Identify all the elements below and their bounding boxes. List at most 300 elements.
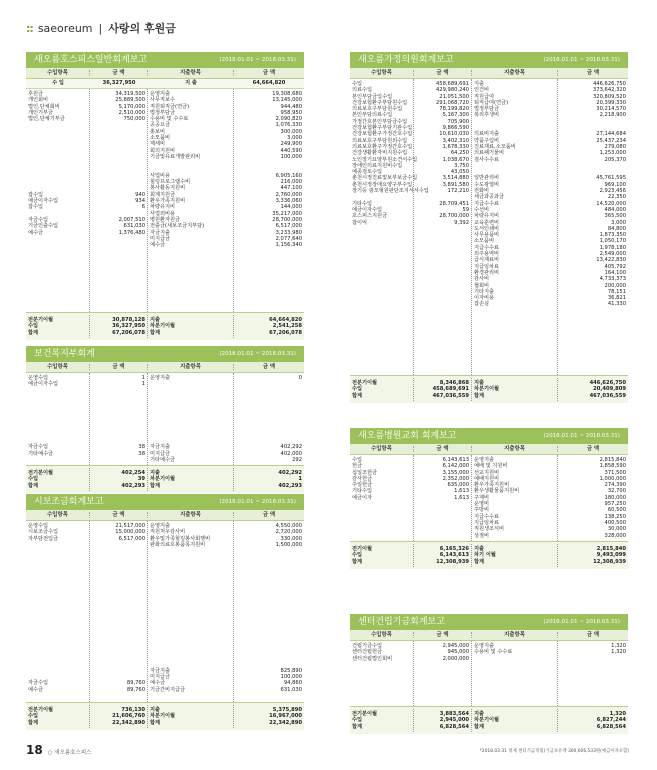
table-cell: 36,327,950 [112,323,145,330]
header-subject: 사랑의 후원금 [108,22,176,35]
hospice-total-in-labels [26,315,90,338]
table-cell: 458,689,691 [435,81,469,87]
table-cell: 자부담전입금 [28,535,59,542]
table-cell: 법정부담금 [474,106,500,113]
table-cell: 본인부담의료수입 [352,112,393,119]
table-cell: 20,409,809 [593,386,626,393]
table-cell: 기금간비지급금 [150,686,186,693]
table-cell: 458,689,691 [432,386,469,393]
table-cell: 2,549,000 [599,251,626,258]
table-cell: 402,000 [280,450,302,457]
table-cell: 402,292 [278,470,302,476]
table-cell: 274,390 [604,482,626,489]
table-cell: 22,342,890 [269,719,302,726]
table-cell: 복리후생비 [474,112,500,119]
hospice-total-ex-labels [148,315,234,338]
table-cell: 5,170,000 [118,103,145,110]
table-cell: 수입 [352,552,363,559]
table-cell: 지출 [150,470,161,476]
table-cell: 45,761,595 [596,175,626,182]
table-cell: 기타수입 [352,200,373,207]
table-cell: 6,828,564 [596,723,626,730]
table-cell: 노인장기요양부원소견서수입 [352,156,418,163]
table-cell: 퇴직급여(연금) [474,99,509,106]
center-expense-values [558,641,628,706]
table-cell: 자금수입 [28,444,49,451]
table-cell: 합계 [352,392,363,399]
table-cell: 감사비 [474,276,490,283]
table-cell: 예수금 [150,680,166,687]
table-cell: 건강생활환자비지원수입 [352,150,408,157]
table-cell: 잡손실 [474,301,490,308]
table-cell: 장기등 광모형원판단조지서서수입 [352,188,429,195]
table-cell: 3,155,000 [442,469,469,476]
table-cell: 373,642,320 [592,87,626,94]
table-cell: 958,950 [280,109,302,116]
table-cell: 예금이자 [352,494,373,501]
table-cell: 27,144,684 [596,131,626,138]
table-cell: 수입 [352,386,363,393]
church-income-values [414,455,472,541]
table-cell: 3,000 [611,219,626,226]
welfare-expense-values [234,373,304,465]
table-cell: 잡수입 [28,191,44,198]
col-expense: 지출항목 [472,70,558,76]
table-cell: 합계 [150,329,161,336]
church-total-ex-values [558,544,628,567]
panel-center-column-header [350,630,628,641]
table-cell: 예금이자수입 [28,381,59,388]
table-cell: 750,000 [123,116,145,123]
panel-center-body [350,641,628,706]
table-cell: 잡이익 [352,219,368,226]
home-expense-labels [472,79,558,375]
table-cell: 64,664,820 [269,317,302,323]
table-cell: 447,100 [280,185,302,192]
hospice-income-labels [26,89,90,312]
col-income: 수입항목 [350,632,414,638]
table-cell: 400,500 [604,519,626,526]
table-cell: 주일헌금 [352,482,373,489]
table-cell: 2,923,456 [599,188,626,195]
table-cell: 467,036,559 [589,392,626,399]
panel-subsidy-title-band [26,494,304,510]
panel-subsidy-title: 시보조금회계보고 [34,496,104,507]
table-cell: 15,000,000 [115,529,145,536]
table-cell: 환우및가족힐링봉사회행비 [150,535,211,542]
welfare-total-ex-labels [148,468,234,491]
table-cell: 수입 [28,323,39,330]
subsidy-total-in-values [90,705,148,728]
table-cell: 1,978,180 [599,244,626,251]
table-cell: 631,030 [123,223,145,230]
hospice-total-in-values [90,315,148,338]
table-cell: 구제비 [474,494,490,501]
table-cell: 14,520,000 [596,200,626,207]
table-cell: 12,308,939 [593,558,626,565]
table-cell: 헌금 [352,463,363,470]
table-cell: 차분기이월 [474,386,500,393]
panel-church-column-header [350,444,628,455]
table-cell: 6,827,244 [596,717,626,724]
table-cell: 선교지원비 [474,469,500,476]
table-cell: 371,500 [604,469,626,476]
panel-welfare-title-band [26,346,304,362]
table-cell: 지급수수료 [474,244,500,251]
table-cell: 차분기이월 [474,717,500,724]
table-cell: 205,370 [604,156,626,163]
table-cell: 16,967,000 [269,713,302,720]
table-cell: 지출 [150,317,161,323]
table-cell: 1,076,330 [275,122,302,129]
panel-home-column-header [350,68,628,79]
table-cell: 수입 [352,717,363,724]
table-cell: 춘천시정진료및보부보금수입 [352,175,418,182]
table-cell: 후원금 [28,91,44,97]
table-cell: 1,320 [611,643,626,649]
subsidy-income-values [90,521,148,702]
table-cell: 3,402,310 [442,137,469,144]
table-cell: 2,815,840 [596,546,626,552]
table-cell: 2,218,900 [599,112,626,119]
table-cell: 25,889,500 [115,97,145,104]
table-cell: 164,100 [604,269,626,276]
table-cell: 2,510,000 [118,109,145,116]
table-cell: 환경관리비 [474,269,500,276]
table-cell: 2,760,000 [275,191,302,198]
table-cell: 예배 및 지원비 [474,463,508,470]
table-cell: 차량유지비 [474,213,500,220]
table-cell: 전분기이월 [352,380,378,386]
col-amount2: 금 액 [262,511,276,518]
table-cell: 1,678,330 [442,143,469,150]
table-cell: 기타수입 [352,488,373,495]
table-cell: 지급임차료 [474,519,500,526]
table-cell: 개인기부금 [28,109,54,116]
table-cell: 지출 [474,711,485,717]
table-cell: 635,000 [447,482,469,489]
table-cell: 292 [292,456,302,463]
table-cell: 운영지출 [474,457,495,463]
panel-center-title: 센터건립기금회계보고 [358,616,445,627]
table-cell: 검사수수료 [474,156,500,163]
welfare-expense-labels [148,373,234,465]
table-cell: 1,320 [609,711,626,717]
table-cell: 자금지출 [150,667,171,674]
panel-welfare [26,346,304,493]
center-income-labels [350,641,414,706]
table-cell: 20,399,330 [596,99,626,106]
table-cell: 미지급금 [150,674,171,681]
table-cell: 300,000 [280,128,302,135]
col-amount2: 금 액 [262,69,276,76]
table-cell: 환우생활물품지원비 [474,488,520,495]
table-cell: 운영지출 [474,643,495,649]
table-cell: 3,750 [454,162,469,169]
home-total-in-labels [350,378,414,401]
col-amount: 금 액 [414,446,472,452]
table-cell: 3,000 [287,135,302,142]
table-cell: 수입 [28,713,39,720]
table-cell: 운영지출 [150,523,171,529]
panel-hospice-subheader [26,79,304,89]
table-cell: 홍보비 [150,128,166,135]
panel-home-title: 새오름가정의원회계보고 [358,54,454,65]
table-cell: 100,000 [280,674,302,681]
table-cell: 지출 [474,380,485,386]
table-cell: 주방비 [474,507,490,514]
table-cell: 운영지출 [150,375,171,381]
table-cell: 180,000 [604,494,626,501]
table-cell: 94,860 [283,680,302,687]
home-total-ex-values [558,378,628,401]
table-cell: 차량유지비 [150,204,176,211]
table-cell: 402,293 [121,482,145,489]
col-income: 수입항목 [26,512,90,518]
panel-hospice-totals [26,312,304,340]
table-cell: 21,517,000 [115,523,145,529]
panel-home [350,52,628,403]
table-cell: 예금이자수입 [28,198,59,205]
table-cell: 2,077,640 [275,235,302,242]
home-total-ex-labels [472,378,558,401]
table-cell: 467,036,559 [432,392,469,399]
header-dots: :: [26,21,33,35]
table-cell: 합계 [150,719,161,726]
center-total-in-labels [350,709,414,732]
subsidy-total-in-labels [26,705,90,728]
table-cell: 차분기이월 [150,476,176,483]
panel-center-title-band [350,614,628,630]
table-cell: 춘천시정장애요양구부수입 [352,181,413,188]
table-cell: 402,254 [121,470,145,476]
table-cell: 기타예수금 [150,456,176,463]
table-cell: 지출 [474,546,485,552]
table-cell: 기금및유료개발관리비 [150,153,201,160]
subsidy-total-ex-labels [148,705,234,728]
table-cell: 합계 [28,719,39,726]
col-expense: 지출항목 [148,70,234,76]
table-cell: 법인,단체기부금 [28,116,65,123]
table-cell: 6,828,564 [439,723,469,730]
table-cell: 지급수수료 [474,513,500,520]
table-cell: 4,550,000 [275,523,302,529]
welfare-total-in-values [90,468,148,491]
panel-welfare-totals [26,465,304,493]
table-cell: 미지급금 [150,450,171,457]
table-cell: 6,143,613 [439,552,469,559]
church-total-in-labels [350,544,414,567]
church-total-in-values [414,544,472,567]
table-cell: 합계 [28,329,39,336]
table-cell: 2,090,820 [275,116,302,123]
table-cell: 12,308,939 [436,558,469,565]
table-cell: 기타지출 [474,288,495,295]
page-number: 18 [26,743,43,757]
center-income-values [414,641,472,706]
table-cell: 1 [298,476,302,483]
table-cell: 78,151 [607,288,626,295]
center-expense-labels [472,641,558,706]
table-cell: 0 [298,375,302,381]
panel-church [350,428,628,569]
church-total-ex-labels [472,544,558,567]
sub-expense-total: 64,664,820 [252,80,286,87]
table-cell: 30,214,570 [596,106,626,113]
table-cell: 969,100 [604,181,626,188]
table-cell: 직원퇴직금(연금) [150,103,190,110]
table-cell: 89,760 [126,680,145,687]
table-cell: 직원처우감사비 [150,529,186,536]
table-cell: 6 [141,204,145,211]
table-cell: 2,352,000 [442,475,469,482]
center-total-in-values [414,709,472,732]
table-cell: 10,610,030 [439,131,469,138]
panel-center [350,614,628,734]
table-cell: 25,437,234 [596,137,626,144]
panel-home-title-band [350,52,628,68]
table-cell: 67,206,078 [269,329,302,336]
table-cell: 43,050 [450,169,469,176]
table-cell: 합계 [28,482,39,489]
col-income: 수입항목 [350,446,414,452]
hospice-total-ex-values [234,315,304,338]
table-cell: 수도광열비 [474,181,500,188]
panel-welfare-title: 보건복지부회계 [34,348,95,359]
subsidy-expense-labels [148,521,234,702]
table-cell: 2,007,510 [118,216,145,223]
table-cell: 4,733,373 [599,276,626,283]
table-cell: 자금수입 [28,680,49,687]
table-cell: 전분기이월 [28,317,54,323]
table-cell: 3,336,060 [275,198,302,205]
panel-welfare-period: (2018.01.01 ~ 2018.03.31) [219,350,296,357]
table-cell: 병원환자원금 [150,216,181,223]
table-cell: 9,493,099 [596,552,626,559]
table-cell: 138,250 [604,513,626,520]
table-cell: 개인회비 [28,97,49,104]
table-cell: 본인부담금입수입 [352,93,393,100]
table-cell: 시보조금수입 [28,529,59,536]
table-cell: 2,720,000 [275,529,302,536]
table-cell: 법정부담금 [150,109,176,116]
table-cell: 운영수입 [28,375,49,381]
welfare-income-labels [26,373,90,465]
home-income-values [414,79,472,375]
table-cell: 934 [135,198,145,205]
table-cell: 705,900 [447,118,469,125]
panel-church-period: (2018.01.01 ~ 2018.03.31) [543,432,620,439]
table-cell: 사무용품비 [474,232,500,239]
table-cell: 1,858,590 [599,463,626,470]
home-income-labels [350,79,429,375]
table-cell: 제세비 [150,141,166,148]
table-cell: 장애인의료지원비수입 [352,162,403,169]
col-amount: 금 액 [414,632,472,638]
table-cell: 34,319,500 [115,91,145,97]
table-cell: 38 [138,450,145,457]
table-cell: 지출 [150,707,161,713]
table-cell: 센터건립헌금 [352,649,383,656]
panel-church-title-band [350,428,628,444]
table-cell: 64,250 [450,150,469,157]
panel-subsidy-body [26,521,304,702]
table-cell: 수입 [352,457,363,463]
table-cell: 631,030 [280,686,302,693]
table-cell: 일반관리비 [474,175,500,182]
table-cell: 30,000 [607,526,626,533]
col-expense: 지출항목 [472,632,558,638]
table-cell: 세금과공과금 [474,194,505,201]
table-cell: 1,320 [611,649,626,656]
table-cell: 9,392 [454,219,469,226]
table-cell: 1,253,000 [599,150,626,157]
table-cell: 진료재료,소모품비 [474,143,516,150]
table-cell: 합계 [150,482,161,489]
table-cell: 회의지원비 [150,147,176,154]
table-cell: 13,422,830 [596,257,626,264]
col-expense: 지출항목 [148,512,234,518]
panel-welfare-body [26,373,304,465]
table-cell: 402,293 [278,482,302,489]
table-cell: 330,000 [280,535,302,542]
table-cell: 예수금 [28,229,44,236]
page-footer [26,743,91,757]
table-cell: 전기이월 [352,546,373,552]
table-cell: 3,891,580 [442,181,469,188]
table-cell: 1,873,350 [599,232,626,239]
table-cell: 1,156,340 [275,242,302,249]
table-cell: 의료폐기물비 [474,150,505,157]
table-cell: 19,308,680 [272,91,302,97]
table-cell: 자금수입 [28,216,49,223]
panel-home-body [350,79,628,375]
col-expense: 지출항목 [148,364,234,370]
sub-expense-label: 지 출 [185,80,197,87]
table-cell: 운영지출 [150,91,171,97]
panel-hospice [26,52,304,340]
sub-income-total: 36,327,950 [102,80,136,87]
table-cell: 3,514,880 [442,175,469,182]
table-cell: 인건비 [474,87,490,94]
table-cell: 60,500 [607,507,626,514]
table-cell: 405,792 [604,263,626,270]
col-amount2: 금 액 [586,69,600,76]
table-cell: 회계지원금 [150,191,176,198]
panel-center-totals [350,706,628,734]
table-cell: 144,000 [280,204,302,211]
table-cell: 건립기금수입 [352,643,383,649]
table-cell: 320,809,520 [592,93,626,100]
table-cell: 완화의료호봉품목지원비 [150,541,206,548]
table-cell: 환우가족지원비 [150,198,186,205]
table-cell: 6,905,160 [275,172,302,179]
panel-home-totals [350,375,628,403]
welfare-total-in-labels [26,468,90,491]
table-cell: 전분기이월 [28,707,54,713]
table-cell: 3,883,564 [439,711,469,717]
table-cell: 402,292 [280,444,302,451]
panel-church-title: 새오름병원교회 회계보고 [358,430,457,441]
table-cell: 446,626,750 [592,81,626,87]
table-cell: 36,821 [607,295,626,302]
col-income: 수입항목 [26,364,90,370]
table-cell: 22,350 [607,194,626,201]
table-cell: 484,000 [604,206,626,213]
table-cell: 차분기이월 [150,323,176,330]
header-brand: saeoreum [37,21,93,35]
table-cell: 446,626,750 [589,380,626,386]
